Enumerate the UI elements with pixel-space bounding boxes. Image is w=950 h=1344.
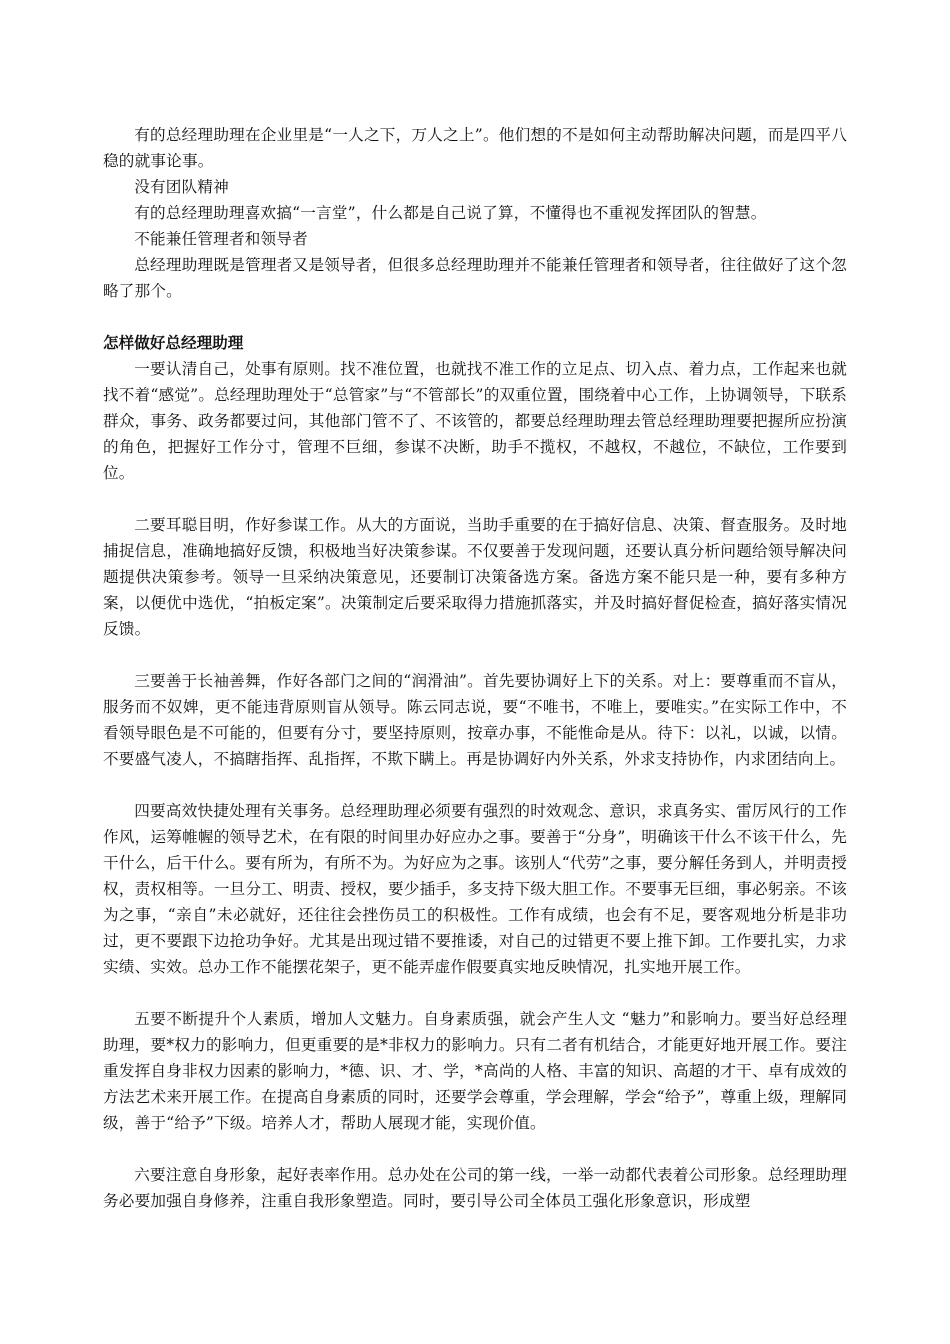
spacer [103, 980, 847, 1006]
intro-paragraph-3: 总经理助理既是管理者又是领导者，但很多总经理助理并不能兼任管理者和领导者，往往做好了这个忽略了那个。 [103, 256, 847, 300]
section-paragraph-1: 一要认清自己，处事有原则。找不准位置，也就找不准工作的立足点、切入点、着力点，工作起来也就找不着“感觉”。总经理助理处于“总管家”与“不管部长”的双重位置，围绕着中心工作，上协调领导，下联系群众，事务、政务都要过问，其他部门管不了、不该管的，都要总经理助理去管总经理助理要把握所应扮演的角色，把握好工作分寸，管理不巨细，参谋不决断，助手不揽权，不越权，不越位，不缺位，工作要到位。 [103, 360, 847, 482]
section-paragraph-4: 四要高效快捷处理有关事务。总经理助理必须要有强烈的时效观念、意识，求真务实、雷厉风行的工作作风，运筹帷幄的领导艺术，在有限的时间里办好应办之事。要善于“分身”，明确该干什么不该干什么，先干什么，后干什么。要有所为，有所不为。为好应为之事。该别人“代劳”之事，要分解任务到人，并明责授权，责权相等。一旦分工、明责、授权，要少插手，多支持下级大胆工作。不要事无巨细，事必躬亲。不该为之事，“亲自”未必就好，还往往会挫伤员工的积极性。工作有成绩，也会有不足，要客观地分析是非功过，更不要跟下边抢功争好。尤其是出现过错不要推诿，对自己的过错更不要上推下卸。工作要扎实，力求实绩、实效。总办工作不能摆花架子，更不能弄虚作假要真实地反映情况，扎实地开展工作。 [103, 802, 847, 976]
intro-paragraph-1: 有的总经理助理在企业里是“一人之下，万人之上”。他们想的不是如何主动帮助解决问题，而是四平八稳的就事论事。 [103, 126, 847, 170]
section-paragraph-5: 五要不断提升个人素质，增加人文魅力。自身素质强，就会产生人文 “魅力”和影响力。要当好总经理助理，要*权力的影响力，但更重要的是*非权力的影响力。只有二者有机结合，才能更好地开展工作。要注重发挥自身非权力因素的影响力，*德、识、才、学，*高尚的人格、丰富的知识、高超的才干、卓有成效的方法艺术来开展工作。在提高自身素质的同时，还要学会尊重，学会理解，学会“给予”，尊重上级，理解同级，善于“给予”下级。培养人才，帮助人展现才能，实现价值。 [103, 1010, 847, 1132]
subheading-no-team-spirit: 没有团队精神 [134, 178, 229, 196]
spacer [103, 772, 847, 798]
spacer [103, 1136, 847, 1162]
spacer [103, 642, 847, 668]
section-paragraph-3: 三要善于长袖善舞，作好各部门之间的“润滑油”。首先要协调好上下的关系。对上：要尊重而不盲从，服务而不奴婢，更不能违背原则盲从领导。陈云同志说，要“不唯书，不唯上，要唯实。”在实际工作中，不看领导眼色是不可能的，但要有分寸，要坚持原则，按章办事，不能惟命是从。待下：以礼，以诚，以情。不要盛气凌人，不搞瞎指挥、乱指挥，不欺下瞒上。再是协调好内外关系，外求支持协作，内求团结向上。 [103, 672, 847, 768]
section-heading: 怎样做好总经理助理 [103, 334, 244, 352]
section-paragraph-6: 六要注意自身形象，起好表率作用。总办处在公司的第一线，一举一动都代表着公司形象。总经理助理务必要加强自身修养，注重自我形象塑造。同时，要引导公司全体员工强化形象意识，形成塑 [103, 1166, 847, 1210]
spacer [103, 304, 847, 330]
subheading-manager-leader: 不能兼任管理者和领导者 [134, 230, 308, 248]
document-page [103, 122, 847, 1214]
section-paragraph-2: 二要耳聪目明，作好参谋工作。从大的方面说，当助手重要的在于搞好信息、决策、督查服务。及时地捕捉信息，准确地搞好反馈，积极地当好决策参谋。不仅要善于发现问题，还要认真分析问题给领导解决问题提供决策参考。领导一旦采纳决策意见，还要制订决策备选方案。备选方案不能只是一种，要有多种方案，以便优中选优，“拍板定案”。决策制定后要采取得力措施抓落实，并及时搞好督促检查，搞好落实情况反馈。 [103, 516, 847, 638]
intro-paragraph-2: 有的总经理助理喜欢搞“一言堂”，什么都是自己说了算，不懂得也不重视发挥团队的智慧。 [134, 204, 767, 222]
spacer [103, 486, 847, 512]
